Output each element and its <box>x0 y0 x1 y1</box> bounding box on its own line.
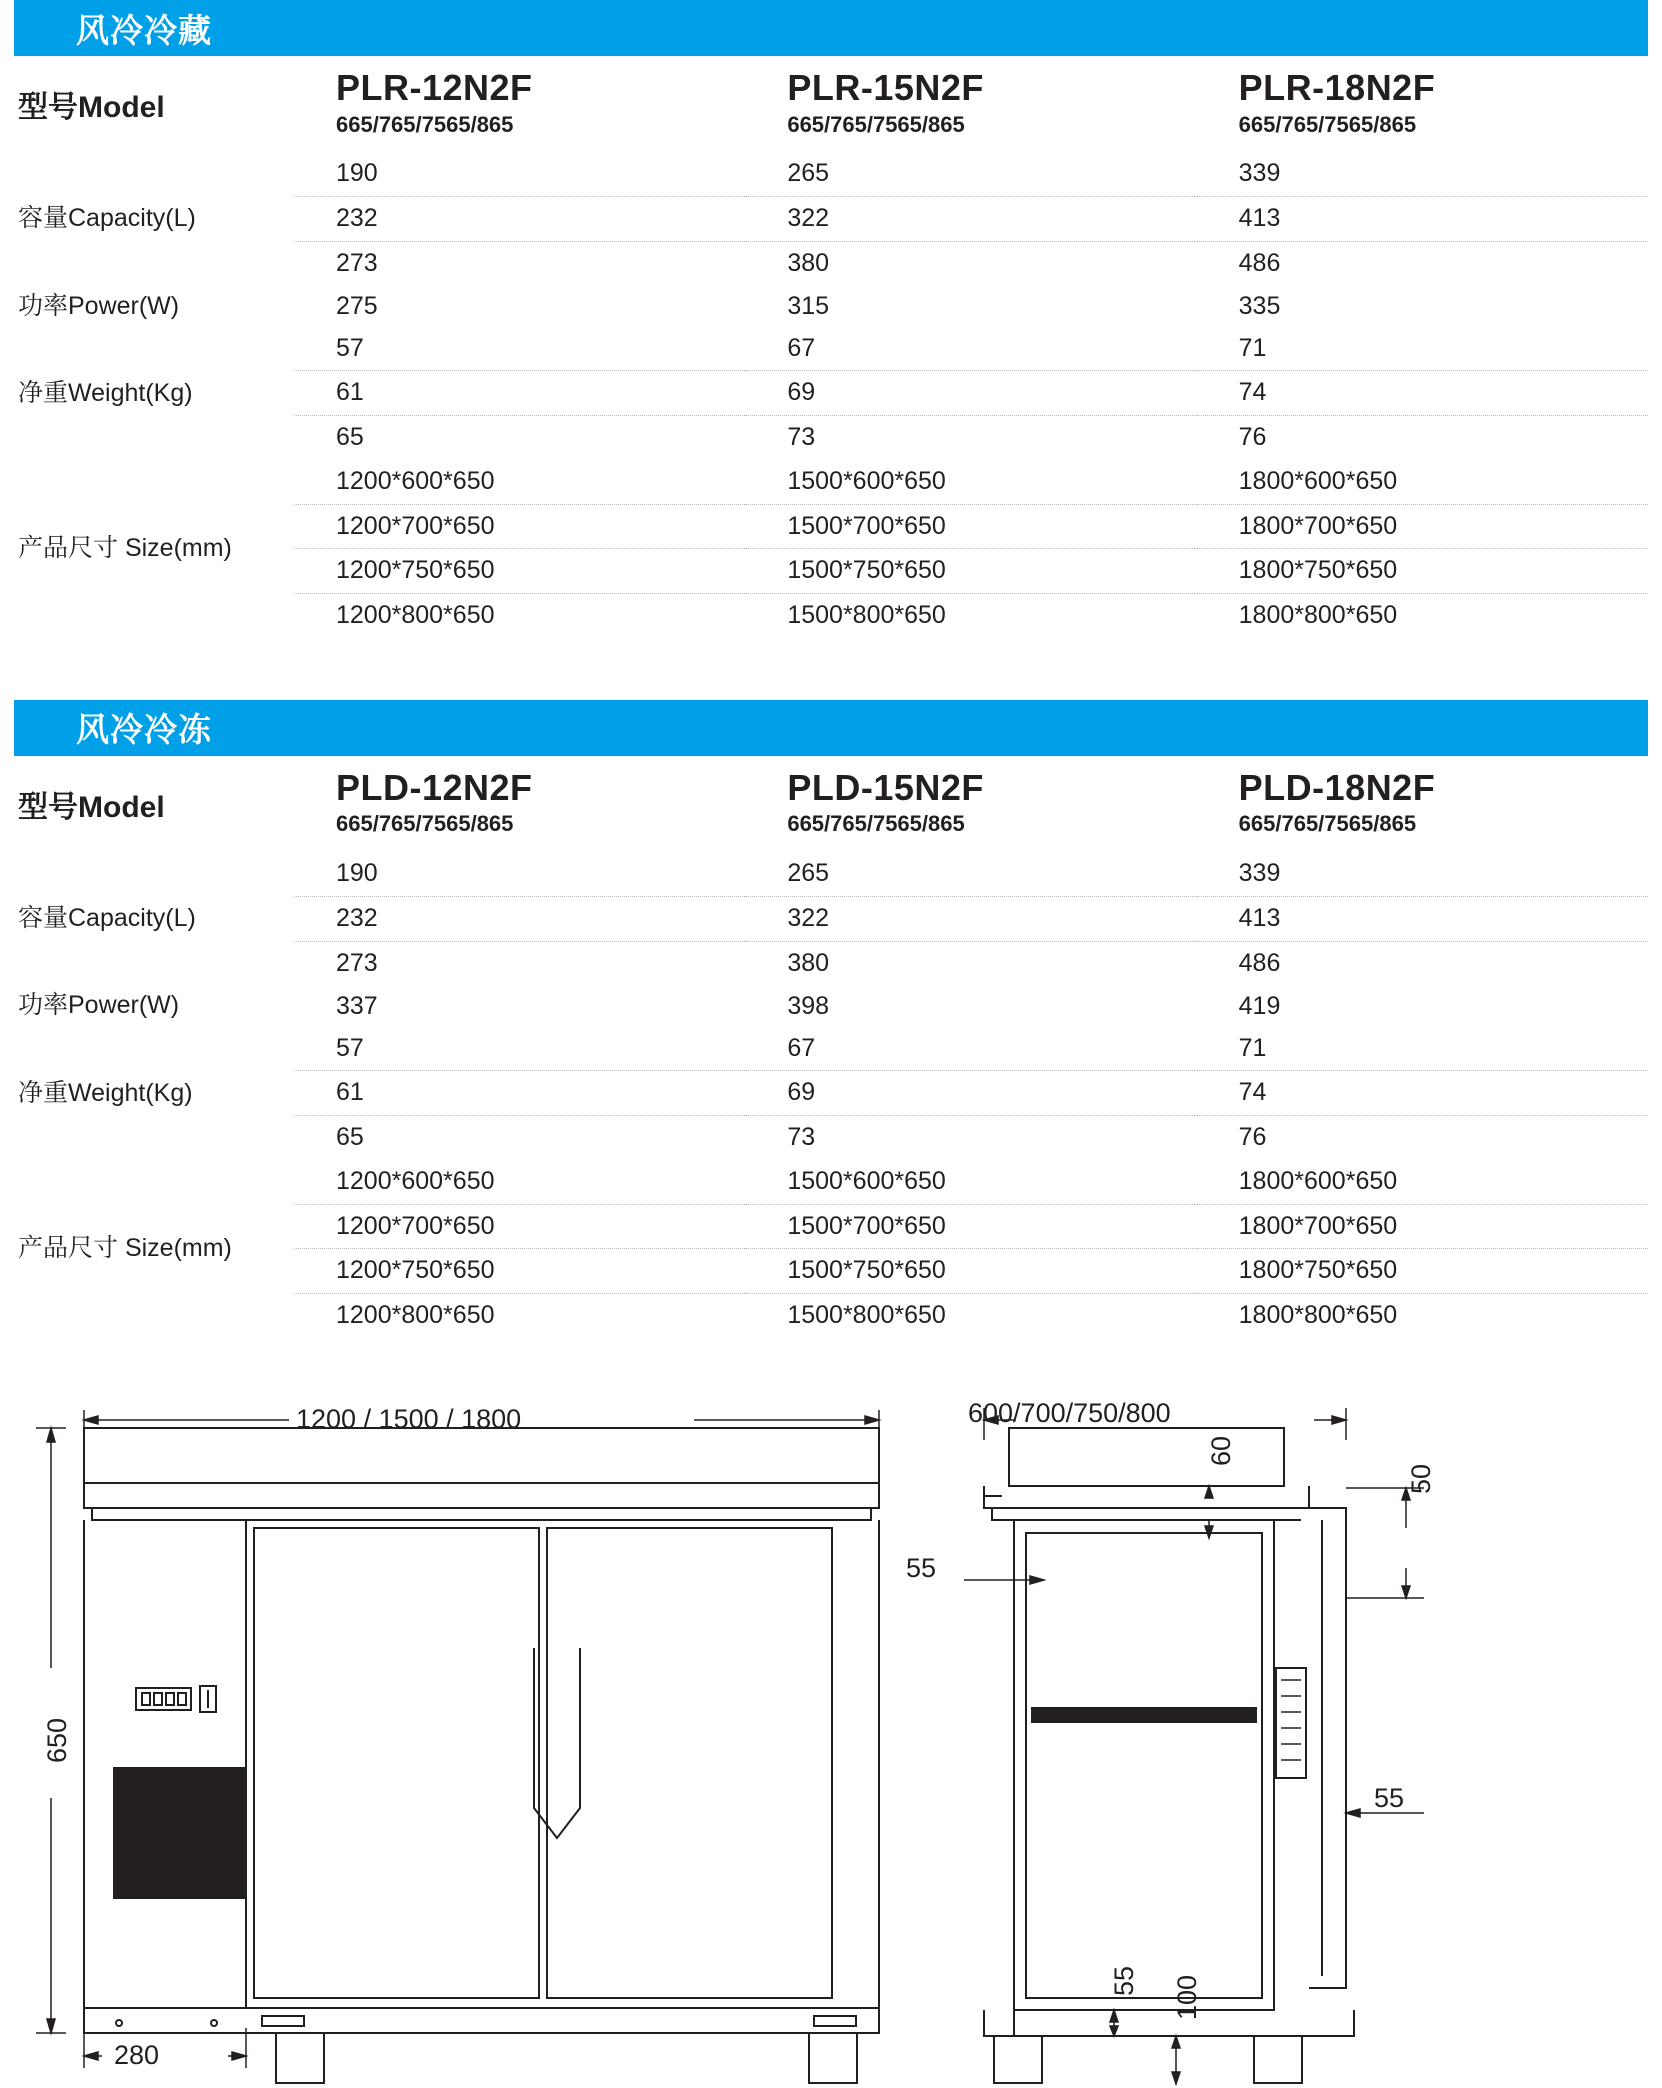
model-variants: 665/765/7565/865 <box>1238 111 1417 137</box>
value: 65 <box>336 1123 364 1152</box>
value: 380 <box>787 948 830 977</box>
model-cell <box>294 56 745 152</box>
capacity-cell <box>294 852 745 985</box>
value: 73 <box>787 1123 816 1152</box>
row-label-size: 产品尺寸 Size(mm) <box>18 1234 232 1263</box>
value: 1800*700*650 <box>1197 1205 1648 1250</box>
side-dimension-55-right: 55 <box>1374 1782 1405 1813</box>
power-cell: 337 <box>336 991 378 1020</box>
size-cell <box>1197 1160 1648 1338</box>
capacity-cell <box>1197 852 1648 985</box>
row-label-capacity: 容量Capacity(L) <box>18 204 196 233</box>
value: 322 <box>745 897 1196 942</box>
table-row-size <box>14 460 1648 638</box>
size-cell <box>294 460 745 638</box>
value: 1500*750*650 <box>745 1249 1196 1294</box>
side-depth-dimension: 600/700/750/800 <box>968 1397 1171 1428</box>
table-row-power <box>14 986 1648 1027</box>
weight-cell <box>294 327 745 460</box>
value: 1500*750*650 <box>745 549 1196 594</box>
model-name: PLR-12N2F <box>336 67 533 108</box>
value: 486 <box>1238 248 1281 277</box>
front-view-drawing <box>14 1368 914 2088</box>
value: 339 <box>1197 852 1648 897</box>
technical-drawings <box>14 1368 1648 2088</box>
size-cell <box>1197 460 1648 638</box>
value: 1500*800*650 <box>787 1301 946 1330</box>
model-variants: 665/765/7565/865 <box>787 111 965 137</box>
value: 190 <box>294 152 745 197</box>
row-label-capacity: 容量Capacity(L) <box>18 904 196 933</box>
value: 1500*800*650 <box>787 601 946 630</box>
value: 232 <box>294 197 745 242</box>
value: 486 <box>1238 948 1281 977</box>
table-row-weight <box>14 327 1648 460</box>
value: 65 <box>336 423 364 452</box>
side-dimension-50: 50 <box>1406 1463 1436 1494</box>
power-cell: 398 <box>787 991 830 1020</box>
value: 74 <box>1197 1071 1648 1116</box>
power-cell: 419 <box>1238 991 1281 1020</box>
value: 1800*750*650 <box>1197 549 1648 594</box>
value: 339 <box>1197 152 1648 197</box>
row-label-size: 产品尺寸 Size(mm) <box>18 534 232 563</box>
model-name: PLD-18N2F <box>1238 766 1436 808</box>
value: 265 <box>745 852 1196 897</box>
capacity-cell <box>294 152 745 285</box>
value: 1800*600*650 <box>1197 460 1648 505</box>
side-view-svg <box>954 1368 1644 2088</box>
spec-table-refrigerator <box>14 56 1648 638</box>
model-name: PLR-15N2F <box>787 67 984 108</box>
model-cell <box>1197 56 1648 152</box>
weight-cell <box>745 1027 1196 1160</box>
value: 73 <box>787 423 816 452</box>
value: 76 <box>1238 423 1267 452</box>
value: 1800*800*650 <box>1238 601 1398 630</box>
side-dimension-100: 100 <box>1172 1974 1202 2020</box>
banner-title: 风冷冷藏 <box>76 11 212 49</box>
model-name: PLR-18N2F <box>1238 67 1436 108</box>
value: 273 <box>336 248 378 277</box>
value: 71 <box>1197 327 1648 372</box>
model-name: PLD-15N2F <box>787 766 984 808</box>
model-name: PLD-12N2F <box>336 766 533 808</box>
value: 1200*800*650 <box>336 1301 495 1330</box>
row-label-power: 功率Power(W) <box>18 291 180 320</box>
value: 1500*700*650 <box>745 1205 1196 1250</box>
value: 76 <box>1238 1123 1267 1152</box>
value: 413 <box>1197 897 1648 942</box>
value: 273 <box>336 948 378 977</box>
front-base-dimension: 280 <box>114 2039 160 2070</box>
capacity-cell <box>745 152 1196 285</box>
weight-cell <box>1197 1027 1648 1160</box>
table-row-model <box>14 756 1648 852</box>
value: 1200*800*650 <box>336 601 495 630</box>
model-variants: 665/765/7565/865 <box>787 811 965 837</box>
value: 57 <box>294 1027 745 1072</box>
value: 190 <box>294 852 745 897</box>
value: 1200*600*650 <box>294 1160 745 1205</box>
front-view-svg <box>14 1368 914 2088</box>
model-cell <box>1197 756 1648 852</box>
section-banner-freezer <box>14 700 1648 756</box>
side-dimension-55-bottom: 55 <box>1109 1965 1139 1996</box>
weight-cell <box>745 327 1196 460</box>
section-banner-refrigerator <box>14 0 1648 56</box>
row-label-weight: 净重Weight(Kg) <box>18 1078 193 1107</box>
value: 67 <box>745 1027 1196 1072</box>
value: 61 <box>294 371 745 416</box>
value: 1200*750*650 <box>294 549 745 594</box>
value: 69 <box>745 371 1196 416</box>
value: 1200*700*650 <box>294 505 745 550</box>
model-variants: 665/765/7565/865 <box>336 111 514 137</box>
table-row-size <box>14 1160 1648 1338</box>
table-row-weight <box>14 1027 1648 1160</box>
value: 61 <box>294 1071 745 1116</box>
power-cell: 315 <box>787 291 830 320</box>
value: 71 <box>1197 1027 1648 1072</box>
capacity-cell <box>1197 152 1648 285</box>
size-cell <box>745 460 1196 638</box>
value: 265 <box>745 152 1196 197</box>
value: 1200*700*650 <box>294 1205 745 1250</box>
model-variants: 665/765/7565/865 <box>1238 811 1417 837</box>
value: 69 <box>745 1071 1196 1116</box>
value: 1500*600*650 <box>745 460 1196 505</box>
value: 380 <box>787 248 830 277</box>
front-width-dimension: 1200 / 1500 / 1800 <box>296 1403 522 1434</box>
front-height-dimension: 650 <box>42 1717 72 1763</box>
side-view-drawing <box>906 1368 1644 2088</box>
weight-cell <box>294 1027 745 1160</box>
model-cell <box>745 56 1196 152</box>
spec-table-freezer <box>14 756 1648 1338</box>
value: 413 <box>1197 197 1648 242</box>
size-cell <box>294 1160 745 1338</box>
value: 1200*600*650 <box>294 460 745 505</box>
table-row-power <box>14 286 1648 327</box>
value: 74 <box>1197 371 1648 416</box>
value: 1500*600*650 <box>745 1160 1196 1205</box>
model-cell <box>294 756 745 852</box>
value: 1800*700*650 <box>1197 505 1648 550</box>
value: 1800*800*650 <box>1238 1301 1398 1330</box>
model-cell <box>745 756 1196 852</box>
power-cell: 335 <box>1238 291 1281 320</box>
section-gap <box>14 638 1648 700</box>
banner-title: 风冷冷冻 <box>76 711 212 749</box>
table-row-capacity <box>14 152 1648 285</box>
row-label-model: 型号Model <box>18 91 165 125</box>
side-dimension-60: 60 <box>1206 1435 1236 1466</box>
row-label-model: 型号Model <box>18 791 165 825</box>
model-variants: 665/765/7565/865 <box>336 811 514 837</box>
row-label-power: 功率Power(W) <box>18 991 180 1020</box>
value: 1800*600*650 <box>1197 1160 1648 1205</box>
value: 1800*750*650 <box>1197 1249 1648 1294</box>
table-row-capacity <box>14 852 1648 985</box>
value: 57 <box>294 327 745 372</box>
value: 232 <box>294 897 745 942</box>
value: 1200*750*650 <box>294 1249 745 1294</box>
size-cell <box>745 1160 1196 1338</box>
value: 322 <box>745 197 1196 242</box>
power-cell: 275 <box>336 291 378 320</box>
capacity-cell <box>745 852 1196 985</box>
value: 67 <box>745 327 1196 372</box>
row-label-weight: 净重Weight(Kg) <box>18 378 193 407</box>
value: 1500*700*650 <box>745 505 1196 550</box>
table-row-model <box>14 56 1648 152</box>
side-dimension-55-left: 55 <box>906 1552 937 1583</box>
weight-cell <box>1197 327 1648 460</box>
